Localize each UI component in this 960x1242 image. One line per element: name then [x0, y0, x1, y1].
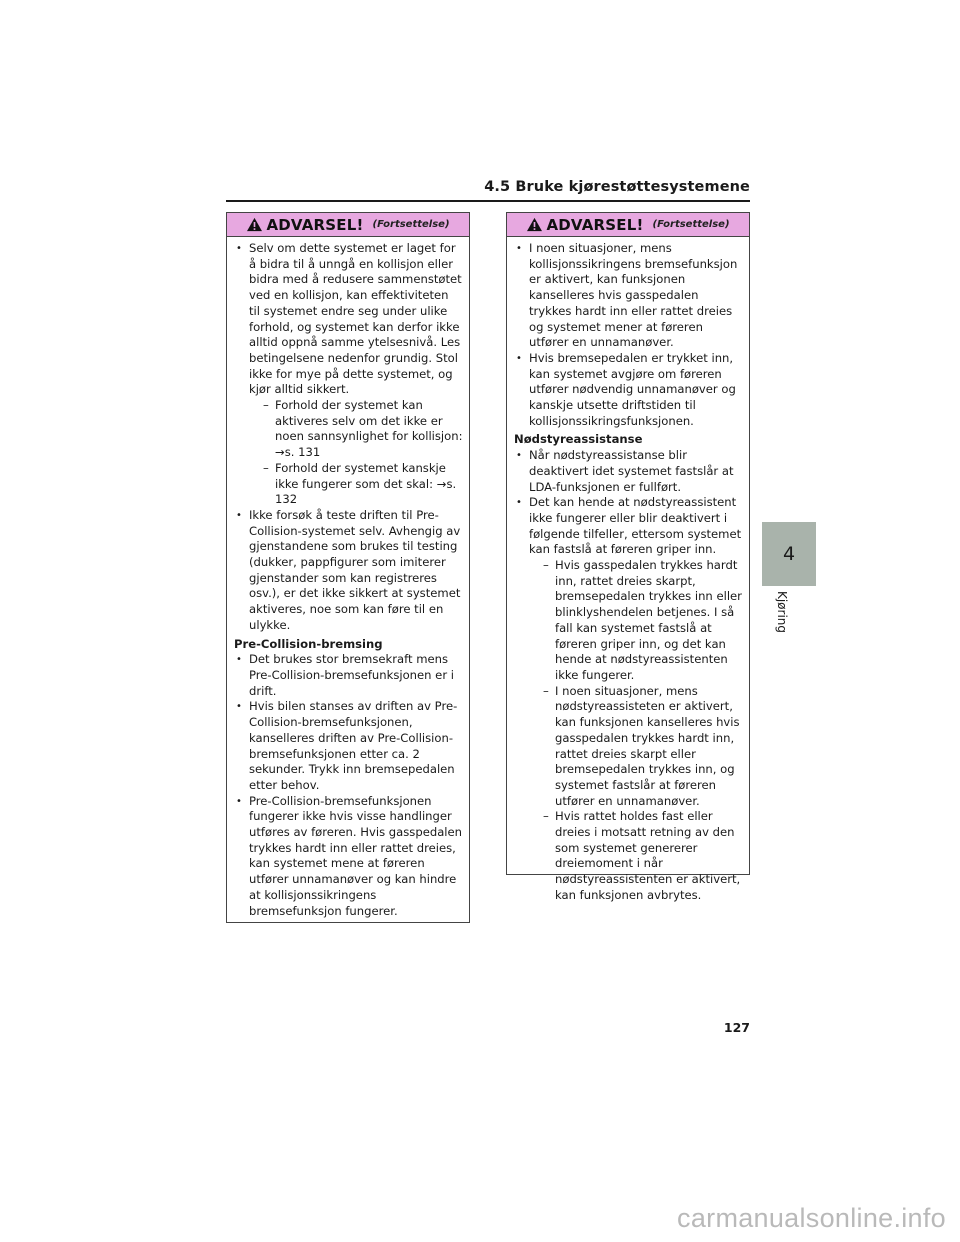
list-item: – Forhold der systemet kan aktiveres selv om det ikke er noen sannsynlighet for kollisjon: →s. 131	[249, 398, 463, 461]
subheading: Pre-Collision-bremsing	[234, 636, 383, 651]
list-item: • I noen situasjoner, mens kollisjonssikringens bremsefunksjon er aktivert, kan funksjonen kanselleres hvis gasspedalen trykkes hardt inn eller rattet dreies og systemet mener at føreren utfører en unnamanøver.	[514, 241, 743, 351]
list-item: – I noen situasjoner, mens nødstyreassisteten er aktivert, kan funksjonen kanselleres hvis gasspedalen trykkes hardt inn, rattet dreies skarpt eller bremsepedalen trykkes inn, og systemet fastslår at føreren utfører en unnamanøver.	[529, 684, 743, 810]
warning-subtitle: (Fortsettelse)	[372, 219, 450, 230]
list-item: – Hvis rattet holdes fast eller dreies i motsatt retning av den som systemet genererer dreiemoment i når nødstyreassistenten er aktivert, kan funksjonen avbrytes.	[529, 809, 743, 903]
chapter-label: Kjøring	[775, 590, 789, 634]
warning-title: ADVARSEL!	[266, 215, 364, 234]
list-item: – Hvis gasspedalen trykkes hardt inn, rattet dreies skarpt, bremsepedalen trykkes inn eller blinklyshendelen betjenes. I så fall kan systemet fastslå at føreren griper inn, og det kan hende at nødstyreassistenten ikke fungerer.	[529, 558, 743, 684]
warning-body	[227, 237, 469, 919]
warning-title: ADVARSEL!	[546, 215, 644, 234]
list-item: • Det kan hende at nødstyreassistent ikke fungerer eller blir deaktivert i følgende tilfeller, ettersom systemet kan fastslå at føreren griper inn. – Hvis gasspedalen trykkes hardt inn, rattet dreies skarpt, bremsepedalen trykkes inn eller blinklyshendelen betjenes. I så fall kan systemet fastslå at føreren griper inn, og det kan hende at nødstyreassistenten ikke fungerer. – I noen situasjoner, mens nødstyreassisteten er aktivert, kan funksjonen kanselleres hvis gasspedalen trykkes hardt inn, rattet dreies skarpt eller bremsepedalen trykkes inn, og systemet fastslår at føreren utfører en unnamanøver. – Hvis rattet holdes fast eller dreies i motsatt retning av den som systemet genererer dreiemoment i når nødstyreassistenten er aktivert, kan funksjonen avbrytes.	[514, 495, 743, 903]
list-item: • Ikke forsøk å teste driften til Pre-Collision-systemet selv. Avhengig av gjenstandene som brukes til testing (dukker, pappfigurer som imiterer gjenstander som kan registreres osv.), er det ikke sikkert at systemet aktiveres, noe som kan føre til en ulykke.	[234, 508, 463, 634]
list-item: • Når nødstyreassistanse blir deaktivert idet systemet fastslår at LDA-funksjonen er fullført.	[514, 448, 743, 495]
list-item: • Pre-Collision-bremsefunksjonen fungerer ikke hvis visse handlinger utføres av føreren. Hvis gasspedalen trykkes hardt inn eller rattet dreies, kan systemet mene at føreren utfører unnamanøver og kan hindre at kollisjonssikringens bremsefunksjon fungerer.	[234, 794, 463, 920]
warning-body	[507, 237, 749, 904]
warning-box-right	[506, 212, 750, 902]
list-item: • Selv om dette systemet er laget for å bidra til å unngå en kollisjon eller bidra med å redusere sammenstøtet ved en kollisjon, kan effektiviteten til systemet endre seg under ulike forhold, og systemet kan derfor ikke alltid oppnå samme ytelsesnivå. Les betingelsene nedenfor grundig. Stol ikke for mye på dette systemet, og kjør alltid sikkert. – Forhold der systemet kan aktiveres selv om det ikke er noen sannsynlighet for kollisjon: →s. 131 – Forhold der systemet kanskje ikke fungerer som det skal: →s. 132	[234, 241, 463, 508]
chapter-tab	[762, 522, 816, 586]
list-item: • Hvis bilen stanses av driften av Pre-Collision-bremsefunksjonen, kanselleres driften av Pre-Collision-bremsefunksjonen etter ca. 2 sekunder. Trykk inn bremsepedalen etter behov.	[234, 699, 463, 793]
warning-box-left	[226, 212, 470, 923]
chapter-number: 4	[782, 543, 796, 565]
page-number: 127	[723, 1020, 750, 1035]
list-item: • Hvis bremsepedalen er trykket inn, kan systemet avgjøre om føreren utfører nødvendig unnamanøver og kanskje utsette driftstiden til kollisjonssikringsfunksjonen.	[514, 351, 743, 430]
header-rule	[226, 200, 750, 202]
watermark: carmanualsonline.info	[677, 1203, 946, 1233]
subheading: Nødstyreassistanse	[514, 432, 643, 447]
warning-triangle-icon	[526, 217, 543, 232]
list-item: • Det brukes stor bremsekraft mens Pre-Collision-bremsefunksjonen er i drift.	[234, 652, 463, 699]
list-item: – Forhold der systemet kanskje ikke fungerer som det skal: →s. 132	[249, 461, 463, 508]
warning-header	[227, 213, 469, 237]
warning-header	[507, 213, 749, 237]
warning-triangle-icon	[246, 217, 263, 232]
section-title: 4.5 Bruke kjørestøttesystemene	[484, 179, 750, 195]
warning-subtitle: (Fortsettelse)	[652, 219, 730, 230]
